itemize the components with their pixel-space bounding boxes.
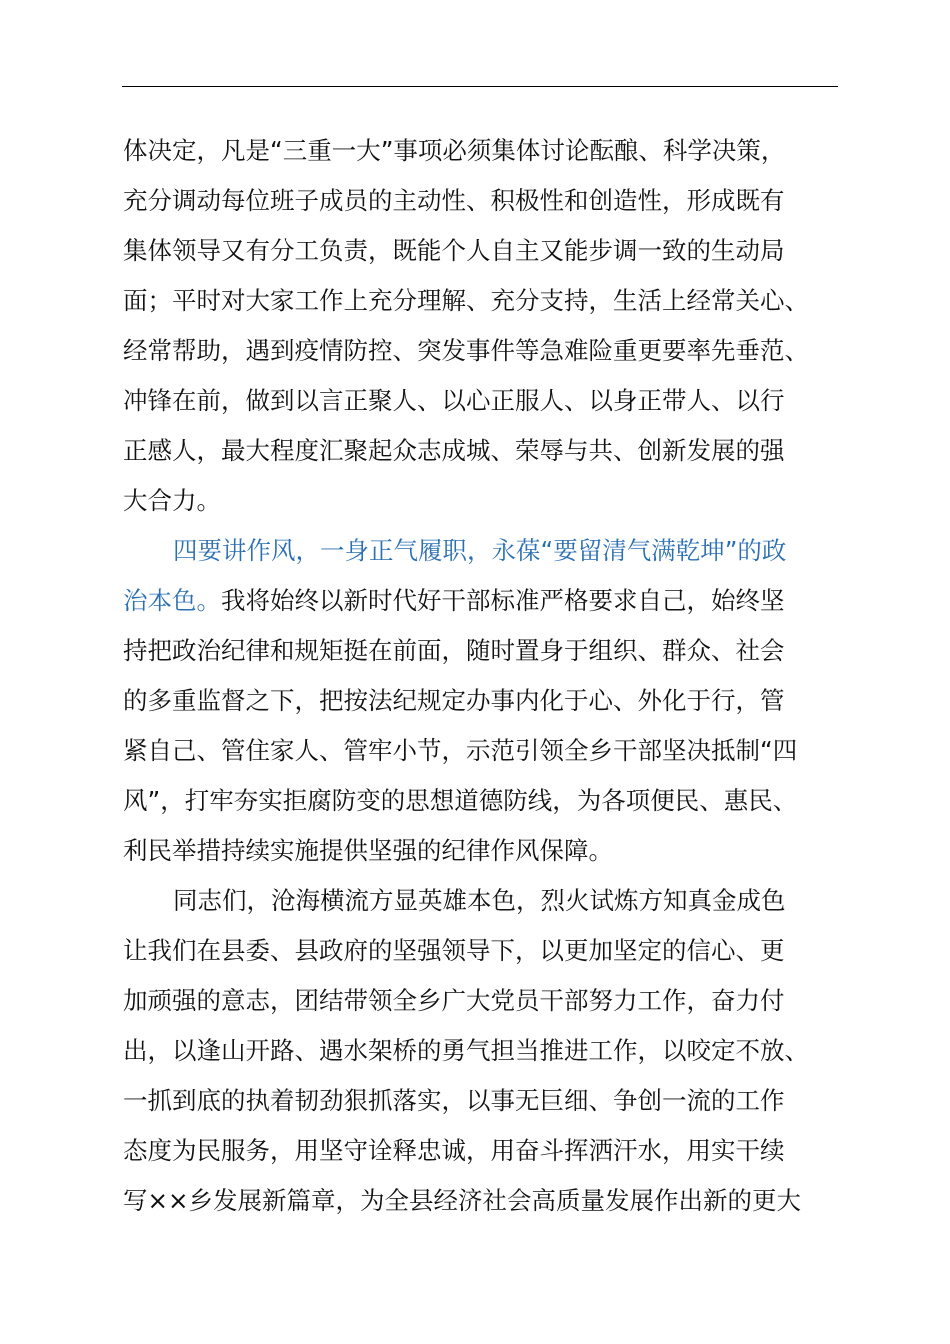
text-line: 的多重监督之下，把按法纪规定办事内化于心、外化于行，管	[123, 686, 785, 715]
text-line	[123, 576, 839, 626]
text-line: 充分调动每位班子成员的主动性、积极性和创造性，形成既有	[123, 186, 785, 215]
section-heading-end: 治本色。	[123, 586, 221, 615]
paragraph-2	[123, 526, 839, 876]
text-line: 紧自己、管住家人、管牢小节，示范引领全乡干部坚决抵制“四	[123, 736, 798, 765]
header-rule	[122, 86, 838, 87]
text-line: 面；平时对大家工作上充分理解、充分支持，生活上经常关心、	[123, 286, 809, 315]
text-run: 我将始终以新时代好干部标准严格要求自己，始终坚	[221, 586, 785, 615]
body-text	[123, 126, 839, 1226]
text-line: 体决定，凡是“三重一大”事项必须集体讨论酝酿、科学决策，	[123, 136, 786, 165]
text-line: 冲锋在前，做到以言正聚人、以心正服人、以身正带人、以行	[123, 386, 785, 415]
text-line: 集体领导又有分工负责，既能个人自主又能步调一致的生动局	[123, 236, 785, 265]
text-line: 加顽强的意志，团结带领全乡广大党员干部努力工作，奋力付	[123, 986, 785, 1015]
text-line: 写××乡发展新篇章，为全县经济社会高质量发展作出新的更大	[123, 1186, 802, 1215]
text-line: 让我们在县委、县政府的坚强领导下，以更加坚定的信心、更	[123, 936, 785, 965]
text-line: 风”，打牢夯实拒腐防变的思想道德防线，为各项便民、惠民、	[123, 786, 798, 815]
text-line: 大合力。	[123, 486, 221, 515]
text-line: 出，以逢山开路、遇水架桥的勇气担当推进工作，以咬定不放、	[123, 1036, 809, 1065]
text-line: 一抓到底的执着韧劲狠抓落实，以事无巨细、争创一流的工作	[123, 1086, 785, 1115]
text-line: 经常帮助，遇到疫情防控、突发事件等急难险重更要率先垂范、	[123, 336, 809, 365]
text-line: 正感人，最大程度汇聚起众志成城、荣辱与共、创新发展的强	[123, 436, 785, 465]
text-line: 持把政治纪律和规矩挺在前面，随时置身于组织、群众、社会	[123, 636, 785, 665]
section-heading: 四要讲作风，一身正气履职，永葆“要留清气满乾坤”的政	[173, 536, 787, 565]
paragraph-1	[123, 126, 839, 526]
paragraph-3	[123, 876, 839, 1226]
text-line	[123, 526, 839, 576]
text-line: 同志们，沧海横流方显英雄本色，烈火试炼方知真金成色	[173, 886, 786, 915]
text-line: 态度为民服务，用坚守诠释忠诚，用奋斗挥洒汗水，用实干续	[123, 1136, 785, 1165]
text-line: 利民举措持续实施提供坚强的纪律作风保障。	[123, 836, 613, 865]
